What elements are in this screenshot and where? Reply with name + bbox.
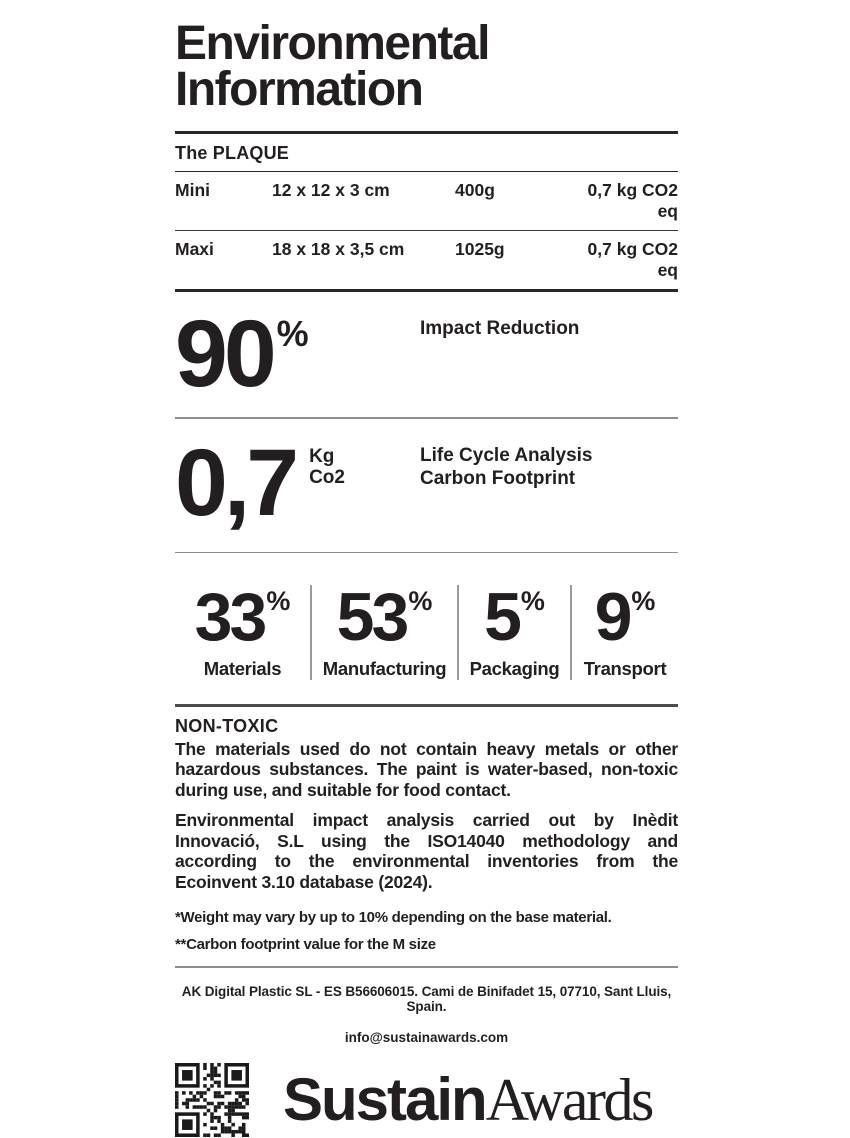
breakdown-item-manufacturing: [310, 579, 457, 680]
table-row: [175, 172, 678, 230]
page-title: [175, 0, 678, 116]
breakdown-number: 9: [594, 579, 630, 656]
breakdown-item-transport: [570, 579, 678, 680]
cell-dimensions: 18 x 18 x 3,5 cm: [272, 239, 405, 260]
breakdown-number: 53: [336, 579, 407, 656]
table-row: [175, 231, 678, 289]
nontoxic-heading: NON-TOXIC: [175, 715, 279, 736]
cell-co2: 0,7 kg CO2 eq: [587, 180, 678, 222]
logo-awards: Awards: [485, 1066, 652, 1133]
footnote-carbon: **Carbon footprint value for the M size: [175, 936, 436, 954]
footnote-weight: *Weight may vary by up to 10% depending on the base material.: [175, 909, 612, 927]
percent-sign: %: [276, 312, 309, 354]
divider: [175, 966, 678, 968]
cell-product-name: Mini: [175, 180, 210, 201]
percent-sign: %: [520, 586, 545, 617]
footer-company: AK Digital Plastic SL - ES B56606015. Cami de Binifadet 15, 07710, Sant Lluis, Spain.: [181, 983, 672, 1014]
breakdown-label: Packaging: [469, 658, 560, 680]
product-table: [175, 134, 678, 292]
cell-product-name: Maxi: [175, 239, 214, 260]
breakdown-value: [594, 579, 656, 656]
impact-stat: [175, 292, 678, 418]
breakdown-label: Manufacturing: [322, 658, 447, 680]
breakdown-value: [484, 579, 545, 656]
cell-dimensions: 12 x 12 x 3 cm: [272, 180, 390, 201]
breakdown-value: [194, 579, 291, 656]
brand-logo: [283, 1065, 652, 1133]
impact-number: 90: [175, 300, 273, 407]
qr-code-icon: [175, 1062, 249, 1138]
page-title-line2: Information: [175, 62, 423, 116]
nontoxic-section: [175, 716, 678, 800]
footprint-label-line1: Life Cycle Analysis: [420, 444, 593, 466]
table-title: The PLAQUE: [175, 142, 290, 163]
footprint-label: [420, 445, 592, 491]
footprint-unit: [309, 447, 345, 489]
percent-sign: %: [266, 586, 291, 617]
breakdown-item-packaging: [457, 579, 570, 680]
logo-sustain: Sustain: [283, 1065, 486, 1133]
footprint-unit-kg: Kg: [309, 445, 335, 467]
nontoxic-body: The materials used do not contain heavy metals or other hazardous substances. The paint is water-based, non-toxic during use, and suitable for food contact.: [175, 738, 678, 800]
percent-sign: %: [408, 586, 433, 617]
analysis-note: Environmental impact analysis carried out by Inèdit Innovació, S.L using the ISO14040 methodology and according to the environmental inventories from the Ecoinvent 3.10 database (2024).: [175, 810, 678, 892]
breakdown-item-materials: [175, 579, 310, 680]
footprint-number: 0,7: [175, 429, 296, 536]
cell-weight: 400g: [455, 180, 495, 201]
cell-co2: 0,7 kg CO2 eq: [587, 239, 678, 281]
breakdown-stats: [175, 553, 678, 704]
breakdown-number: 33: [194, 579, 265, 656]
breakdown-label: Materials: [203, 658, 282, 680]
breakdown-value: [336, 579, 433, 656]
percent-sign: %: [631, 586, 656, 617]
footprint-label-line2: Carbon Footprint: [420, 467, 576, 489]
impact-label: Impact Reduction: [420, 317, 580, 339]
footer-brand: [175, 1062, 678, 1138]
footer-email: info@sustainawards.com: [344, 1029, 509, 1045]
footprint-stat: [175, 419, 678, 552]
footprint-unit-co2: Co2: [309, 466, 345, 488]
breakdown-number: 5: [484, 579, 519, 656]
divider: [175, 704, 678, 707]
cell-weight: 1025g: [455, 239, 505, 260]
page-title-line1: Environmental: [175, 17, 489, 70]
breakdown-label: Transport: [583, 658, 667, 680]
